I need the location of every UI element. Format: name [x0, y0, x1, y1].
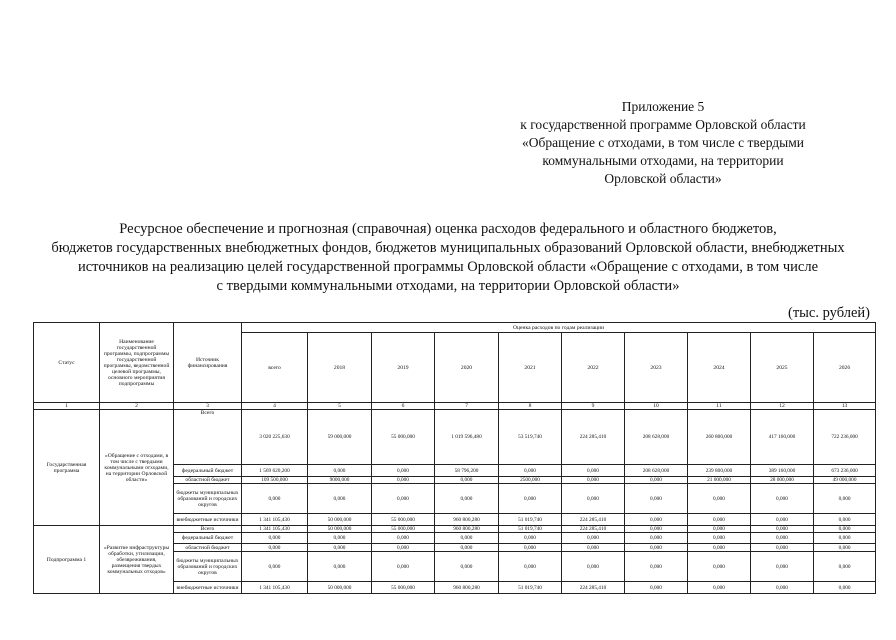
column-number: 9 [562, 403, 625, 410]
header-year: 2018 [308, 333, 372, 403]
value-cell: 0,000 [562, 552, 625, 582]
header-estimate: Оценка расходов по годам реализации [242, 323, 876, 333]
value-cell: 0,000 [625, 533, 688, 544]
value-cell: 53 519,740 [499, 410, 562, 465]
header-year: всего [242, 333, 308, 403]
table-header [34, 323, 876, 410]
value-cell: 3 020 225,630 [242, 410, 308, 465]
value-cell: 0,000 [308, 552, 372, 582]
status-cell: Подпрограмма 1 [34, 526, 100, 594]
value-cell: 55 000,000 [372, 410, 435, 465]
value-cell: 0,000 [688, 514, 751, 526]
value-cell: 50 000,000 [308, 582, 372, 594]
value-cell: 0,000 [562, 484, 625, 514]
value-cell: 224 285,410 [562, 526, 625, 533]
source-cell: областной бюджет [174, 544, 242, 552]
column-number: 12 [751, 403, 814, 410]
value-cell: 0,000 [751, 582, 814, 594]
value-cell: 0,000 [814, 533, 876, 544]
value-cell: 0,000 [242, 552, 308, 582]
value-cell: 0,000 [688, 533, 751, 544]
value-cell: 0,000 [242, 544, 308, 552]
value-cell: 0,000 [625, 477, 688, 484]
value-cell: 49 000,000 [814, 477, 876, 484]
value-cell: 0,000 [562, 477, 625, 484]
status-cell: Государственная программа [34, 410, 100, 526]
value-cell: 0,000 [499, 484, 562, 514]
header-year: 2022 [562, 333, 625, 403]
appendix-line: коммунальными отходами, на территории [542, 153, 784, 168]
value-cell: 0,000 [372, 544, 435, 552]
column-number: 4 [242, 403, 308, 410]
units-label: (тыс. рублей) [788, 305, 870, 321]
value-cell: 0,000 [242, 484, 308, 514]
header-name: Наименование государственной программы, подпрограммы государственной программы, ведомственной целевой программы, основного мероприятия подпрограммы [100, 323, 174, 403]
source-cell: федеральный бюджет [174, 533, 242, 544]
value-cell: 0,000 [625, 526, 688, 533]
column-number: 1 [34, 403, 100, 410]
header-year: 2024 [688, 333, 751, 403]
value-cell: 50 000,000 [308, 514, 372, 526]
source-cell: Всего [174, 410, 242, 465]
appendix-line: «Обращение с отходами, в том числе с твердыми [522, 135, 804, 150]
value-cell: 0,000 [625, 484, 688, 514]
value-cell: 58 796,200 [435, 465, 499, 477]
document-title [20, 220, 876, 296]
value-cell: 9000,000 [308, 477, 372, 484]
value-cell: 55 000,000 [372, 526, 435, 533]
value-cell: 0,000 [751, 526, 814, 533]
value-cell: 0,000 [242, 533, 308, 544]
value-cell: 0,000 [435, 544, 499, 552]
value-cell: 0,000 [814, 484, 876, 514]
source-cell: Всего [174, 526, 242, 533]
value-cell: 1 569 620,200 [242, 465, 308, 477]
column-number: 3 [174, 403, 242, 410]
value-cell: 0,000 [308, 484, 372, 514]
value-cell: 0,000 [499, 465, 562, 477]
value-cell: 0,000 [688, 552, 751, 582]
value-cell: 0,000 [751, 552, 814, 582]
value-cell: 0,000 [751, 533, 814, 544]
value-cell: 51 019,740 [499, 526, 562, 533]
value-cell: 2500,000 [499, 477, 562, 484]
value-cell: 0,000 [814, 582, 876, 594]
column-number: 11 [688, 403, 751, 410]
value-cell: 224 285,410 [562, 582, 625, 594]
appendix-line: Приложение 5 [621, 99, 705, 114]
value-cell: 0,000 [499, 552, 562, 582]
value-cell: 208 628,000 [625, 465, 688, 477]
source-cell: бюджеты муниципальных образований и городских округов [174, 484, 242, 514]
source-cell: бюджеты муниципальных образований и городских округов [174, 552, 242, 582]
value-cell: 109 500,000 [242, 477, 308, 484]
value-cell: 0,000 [308, 544, 372, 552]
value-cell: 0,000 [562, 465, 625, 477]
value-cell: 0,000 [308, 533, 372, 544]
source-cell: областной бюджет [174, 477, 242, 484]
table-row [34, 410, 876, 465]
value-cell: 417 160,000 [751, 410, 814, 465]
title-line: бюджетов государственных внебюджетных фондов, бюджетов муниципальных образований Орловской области, внебюджетных [51, 240, 845, 256]
value-cell: 224 285,410 [562, 410, 625, 465]
value-cell: 0,000 [372, 533, 435, 544]
value-cell: 0,000 [814, 552, 876, 582]
header-year: 2023 [625, 333, 688, 403]
value-cell: 0,000 [625, 544, 688, 552]
column-number: 2 [100, 403, 174, 410]
title-line: с твердыми коммунальными отходами, на территории Орловской области» [216, 278, 680, 294]
appendix-line: к государственной программе Орловской области [520, 117, 806, 132]
value-cell: 55 000,000 [372, 582, 435, 594]
value-cell: 0,000 [562, 533, 625, 544]
value-cell: 208 628,000 [625, 410, 688, 465]
column-number: 8 [499, 403, 562, 410]
header-year: 2021 [499, 333, 562, 403]
value-cell: 21 000,000 [688, 477, 751, 484]
value-cell: 0,000 [499, 533, 562, 544]
value-cell: 1 341 105,430 [242, 582, 308, 594]
value-cell: 0,000 [751, 484, 814, 514]
value-cell: 0,000 [435, 477, 499, 484]
value-cell: 0,000 [751, 514, 814, 526]
value-cell: 0,000 [814, 526, 876, 533]
value-cell: 0,000 [435, 552, 499, 582]
header-year: 2025 [751, 333, 814, 403]
header-status: Статус [34, 323, 100, 403]
value-cell: 51 019,740 [499, 582, 562, 594]
value-cell: 0,000 [814, 514, 876, 526]
value-cell: 0,000 [625, 582, 688, 594]
value-cell: 55 000,000 [372, 514, 435, 526]
value-cell: 960 800,280 [435, 526, 499, 533]
appendix-line: Орловской области» [604, 171, 722, 186]
value-cell: 0,000 [435, 533, 499, 544]
program-name-cell: «Обращение с отходами, в том числе с твердыми коммунальными отходами, на территории Орловской области» [100, 410, 174, 526]
value-cell: 0,000 [372, 484, 435, 514]
column-number: 13 [814, 403, 876, 410]
value-cell: 960 800,280 [435, 514, 499, 526]
budget-table [33, 322, 876, 594]
value-cell: 0,000 [751, 544, 814, 552]
source-cell: федеральный бюджет [174, 465, 242, 477]
value-cell: 0,000 [372, 465, 435, 477]
appendix-block [488, 98, 838, 188]
value-cell: 0,000 [688, 484, 751, 514]
table-row [34, 526, 876, 533]
value-cell: 28 000,000 [751, 477, 814, 484]
value-cell: 960 800,280 [435, 582, 499, 594]
value-cell: 0,000 [688, 582, 751, 594]
value-cell: 0,000 [625, 552, 688, 582]
value-cell: 0,000 [372, 552, 435, 582]
header-source: Источник финансирования [174, 323, 242, 403]
value-cell: 0,000 [688, 544, 751, 552]
column-number: 10 [625, 403, 688, 410]
title-line: источников на реализацию целей государственной программы Орловской области «Обращение с отходами, в том числе [77, 259, 819, 275]
value-cell: 0,000 [435, 484, 499, 514]
value-cell: 0,000 [372, 477, 435, 484]
value-cell: 722 236,000 [814, 410, 876, 465]
value-cell: 260 800,000 [688, 410, 751, 465]
value-cell: 0,000 [814, 544, 876, 552]
value-cell: 0,000 [308, 465, 372, 477]
column-number: 5 [308, 403, 372, 410]
header-year: 2020 [435, 333, 499, 403]
value-cell: 0,000 [688, 526, 751, 533]
value-cell: 239 800,000 [688, 465, 751, 477]
value-cell: 51 019,740 [499, 514, 562, 526]
value-cell: 0,000 [499, 544, 562, 552]
header-year: 2026 [814, 333, 876, 403]
program-name-cell: «Развитие инфраструктуры обработки, утилизации, обезвреживания, размещения твердых коммунальных отходов» [100, 526, 174, 594]
table-body [34, 410, 876, 594]
title-line: Ресурсное обеспечение и прогнозная (справочная) оценка расходов федерального и областного бюджетов, [119, 221, 777, 237]
value-cell: 0,000 [562, 544, 625, 552]
source-cell: внебюджетные источники [174, 514, 242, 526]
value-cell: 1 019 596,480 [435, 410, 499, 465]
source-cell: внебюджетные источники [174, 582, 242, 594]
value-cell: 59 000,000 [308, 410, 372, 465]
column-number: 6 [372, 403, 435, 410]
column-number: 7 [435, 403, 499, 410]
value-cell: 224 285,410 [562, 514, 625, 526]
value-cell: 389 160,000 [751, 465, 814, 477]
value-cell: 673 236,000 [814, 465, 876, 477]
value-cell: 1 341 105,430 [242, 514, 308, 526]
header-year: 2019 [372, 333, 435, 403]
value-cell: 50 000,000 [308, 526, 372, 533]
value-cell: 0,000 [625, 514, 688, 526]
value-cell: 1 341 105,430 [242, 526, 308, 533]
